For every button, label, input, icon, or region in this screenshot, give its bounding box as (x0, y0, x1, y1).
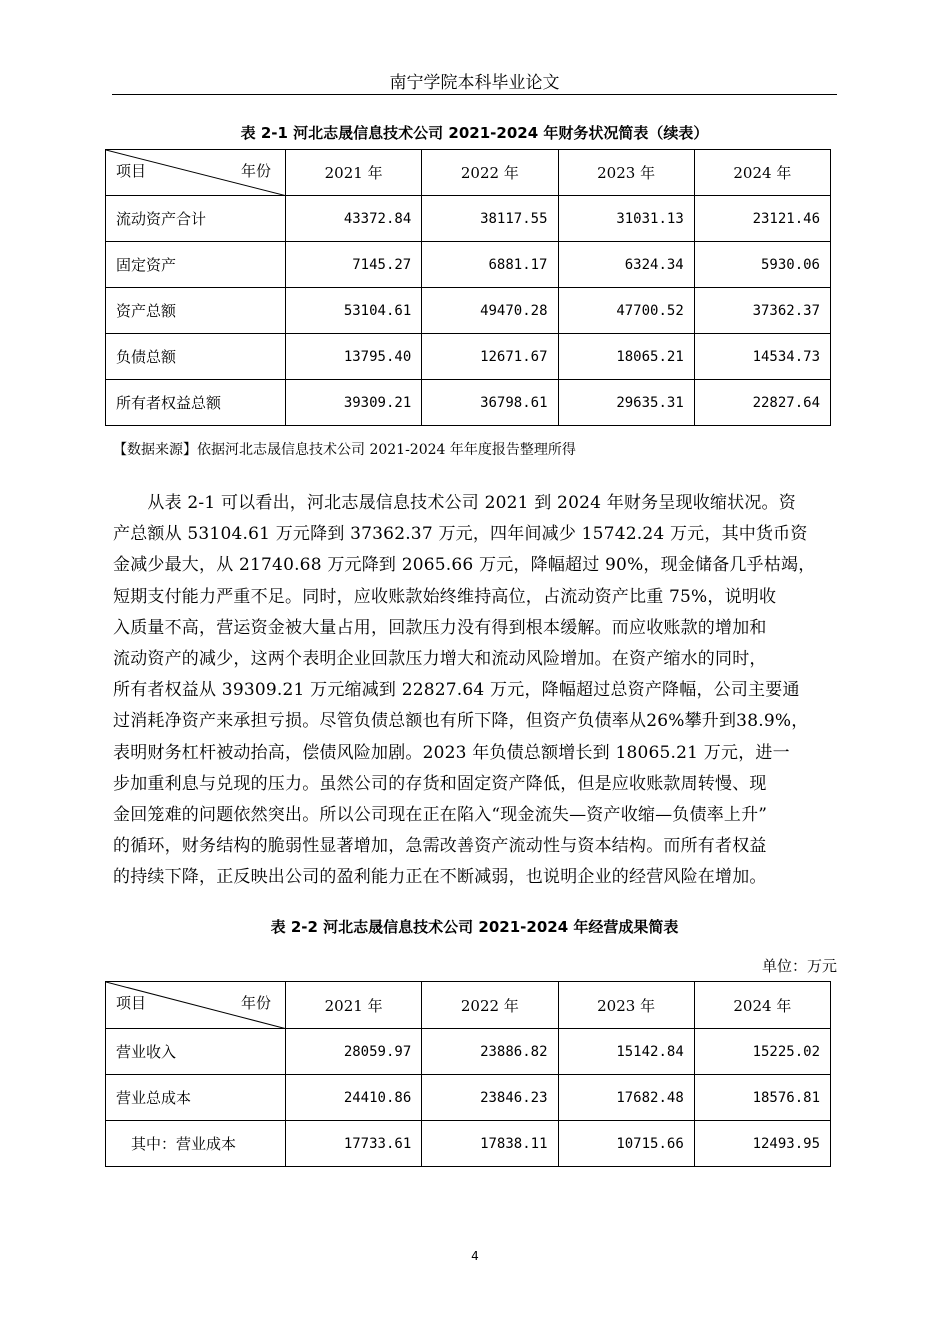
year-header: 2023 年 (558, 982, 694, 1029)
table2-caption: 表 2-2 河北志晟信息技术公司 2021-2024 年经营成果简表 (270, 918, 679, 936)
table-cell: 22827.64 (694, 380, 830, 426)
table-cell: 15225.02 (694, 1029, 830, 1075)
year-header: 2024 年 (694, 982, 830, 1029)
corner-year-label: 年份 (240, 162, 271, 180)
paragraph-line: 从表 2-1 可以看出，河北志晟信息技术公司 2021 到 2024 年财务呈现收缩状况。资 (113, 493, 796, 513)
corner-item-label: 项目 (116, 162, 147, 180)
diagonal-header-cell (106, 982, 286, 1029)
running-header: 南宁学院本科毕业论文 (112, 68, 837, 95)
year-header: 2021 年 (286, 982, 422, 1029)
table-cell: 18065.21 (558, 334, 694, 380)
table-cell: 49470.28 (422, 288, 558, 334)
corner-item-label: 项目 (116, 994, 147, 1012)
table-row (106, 242, 831, 288)
paragraph-line: 步加重利息与兑现的压力。虽然公司的存货和固定资产降低，但是应收账款周转慢、现 (113, 773, 767, 794)
paragraph-line: 流动资产的减少，这两个表明企业回款压力增大和流动风险增加。在资产缩水的同时， (113, 649, 767, 670)
table-cell: 12493.95 (694, 1121, 830, 1167)
analysis-paragraph (113, 488, 837, 894)
table-cell: 23121.46 (694, 196, 830, 242)
table-header-row (106, 982, 831, 1029)
table-cell: 18576.81 (694, 1075, 830, 1121)
paragraph-line: 所有者权益从 39309.21 万元缩减到 22827.64 万元，降幅超过总资产降幅，公司主要通 (113, 680, 800, 701)
paragraph-line: 表明财务杠杆被动抬高，偿债风险加剧。2023 年负债总额增长到 18065.21 万元，进一 (113, 742, 790, 763)
unit-label: 单位：万元 (761, 957, 837, 975)
table-row (106, 1029, 831, 1075)
year-header: 2023 年 (558, 150, 694, 196)
table-cell: 13795.40 (286, 334, 422, 380)
paragraph-line: 产总额从 53104.61 万元降到 37362.37 万元，四年间减少 15742.24 万元，其中货币资 (113, 524, 808, 545)
row-label: 营业收入 (106, 1029, 286, 1075)
year-header: 2021 年 (286, 150, 422, 196)
year-header: 2022 年 (422, 150, 558, 196)
table-cell: 23846.23 (422, 1075, 558, 1121)
table-cell: 10715.66 (558, 1121, 694, 1167)
table-cell: 14534.73 (694, 334, 830, 380)
paragraph-line: 的循环，财务结构的脆弱性显著增加，急需改善资产流动性与资本结构。而所有者权益 (113, 836, 767, 857)
table-cell: 17733.61 (286, 1121, 422, 1167)
paragraph-line: 金减少最大，从 21740.68 万元降到 2065.66 万元，降幅超过 90%，现金储备几乎枯竭， (113, 555, 816, 576)
paragraph-line: 过消耗净资产来承担亏损。尽管负债总额也有所下降，但资产负债率从26%攀升到38.9%， (113, 711, 809, 732)
financial-position-table (105, 149, 831, 426)
table-row (106, 196, 831, 242)
table-cell: 24410.86 (286, 1075, 422, 1121)
table-cell: 53104.61 (286, 288, 422, 334)
table-row (106, 1075, 831, 1121)
table-cell: 36798.61 (422, 380, 558, 426)
row-label: 流动资产合计 (106, 196, 286, 242)
paragraph-line: 入质量不高，营运资金被大量占用，回款压力没有得到根本缓解。而应收账款的增加和 (113, 617, 767, 638)
table-row (106, 1121, 831, 1167)
table-cell: 17682.48 (558, 1075, 694, 1121)
table-cell: 43372.84 (286, 196, 422, 242)
table-cell: 37362.37 (694, 288, 830, 334)
row-label: 资产总额 (106, 288, 286, 334)
table-cell: 7145.27 (286, 242, 422, 288)
table-header-row (106, 150, 831, 196)
row-label: 固定资产 (106, 242, 286, 288)
table-cell: 31031.13 (558, 196, 694, 242)
row-label: 其中：营业成本 (106, 1121, 286, 1167)
diagonal-header-cell (106, 150, 286, 196)
corner-year-label: 年份 (240, 994, 271, 1012)
paragraph-line: 短期支付能力严重不足。同时，应收账款始终维持高位，占流动资产比重 75%，说明收 (113, 586, 777, 607)
table-row (106, 380, 831, 426)
row-label: 负债总额 (106, 334, 286, 380)
table-cell: 6324.34 (558, 242, 694, 288)
table-cell: 39309.21 (286, 380, 422, 426)
table-cell: 23886.82 (422, 1029, 558, 1075)
data-source-note: 【数据来源】依据河北志晟信息技术公司 2021-2024 年年度报告整理所得 (113, 442, 576, 458)
table-cell: 47700.52 (558, 288, 694, 334)
table-cell: 12671.67 (422, 334, 558, 380)
year-header: 2022 年 (422, 982, 558, 1029)
table-cell: 6881.17 (422, 242, 558, 288)
paragraph-line: 金回笼难的问题依然突出。所以公司现在正在陷入“现金流失—资产收缩—负债率上升” (113, 805, 768, 826)
paragraph-line: 的持续下降，正反映出公司的盈利能力正在不断减弱，也说明企业的经营风险在增加。 (113, 867, 767, 888)
year-header: 2024 年 (694, 150, 830, 196)
page-number: 4 (471, 1249, 479, 1263)
table-cell: 38117.55 (422, 196, 558, 242)
row-label: 营业总成本 (106, 1075, 286, 1121)
table-row (106, 288, 831, 334)
row-label: 所有者权益总额 (106, 380, 286, 426)
table-row (106, 334, 831, 380)
table-cell: 15142.84 (558, 1029, 694, 1075)
operating-results-table (105, 981, 831, 1167)
table-cell: 28059.97 (286, 1029, 422, 1075)
table-cell: 17838.11 (422, 1121, 558, 1167)
table-cell: 5930.06 (694, 242, 830, 288)
table-cell: 29635.31 (558, 380, 694, 426)
table1-caption: 表 2-1 河北志晟信息技术公司 2021-2024 年财务状况简表（续表） (240, 124, 709, 142)
